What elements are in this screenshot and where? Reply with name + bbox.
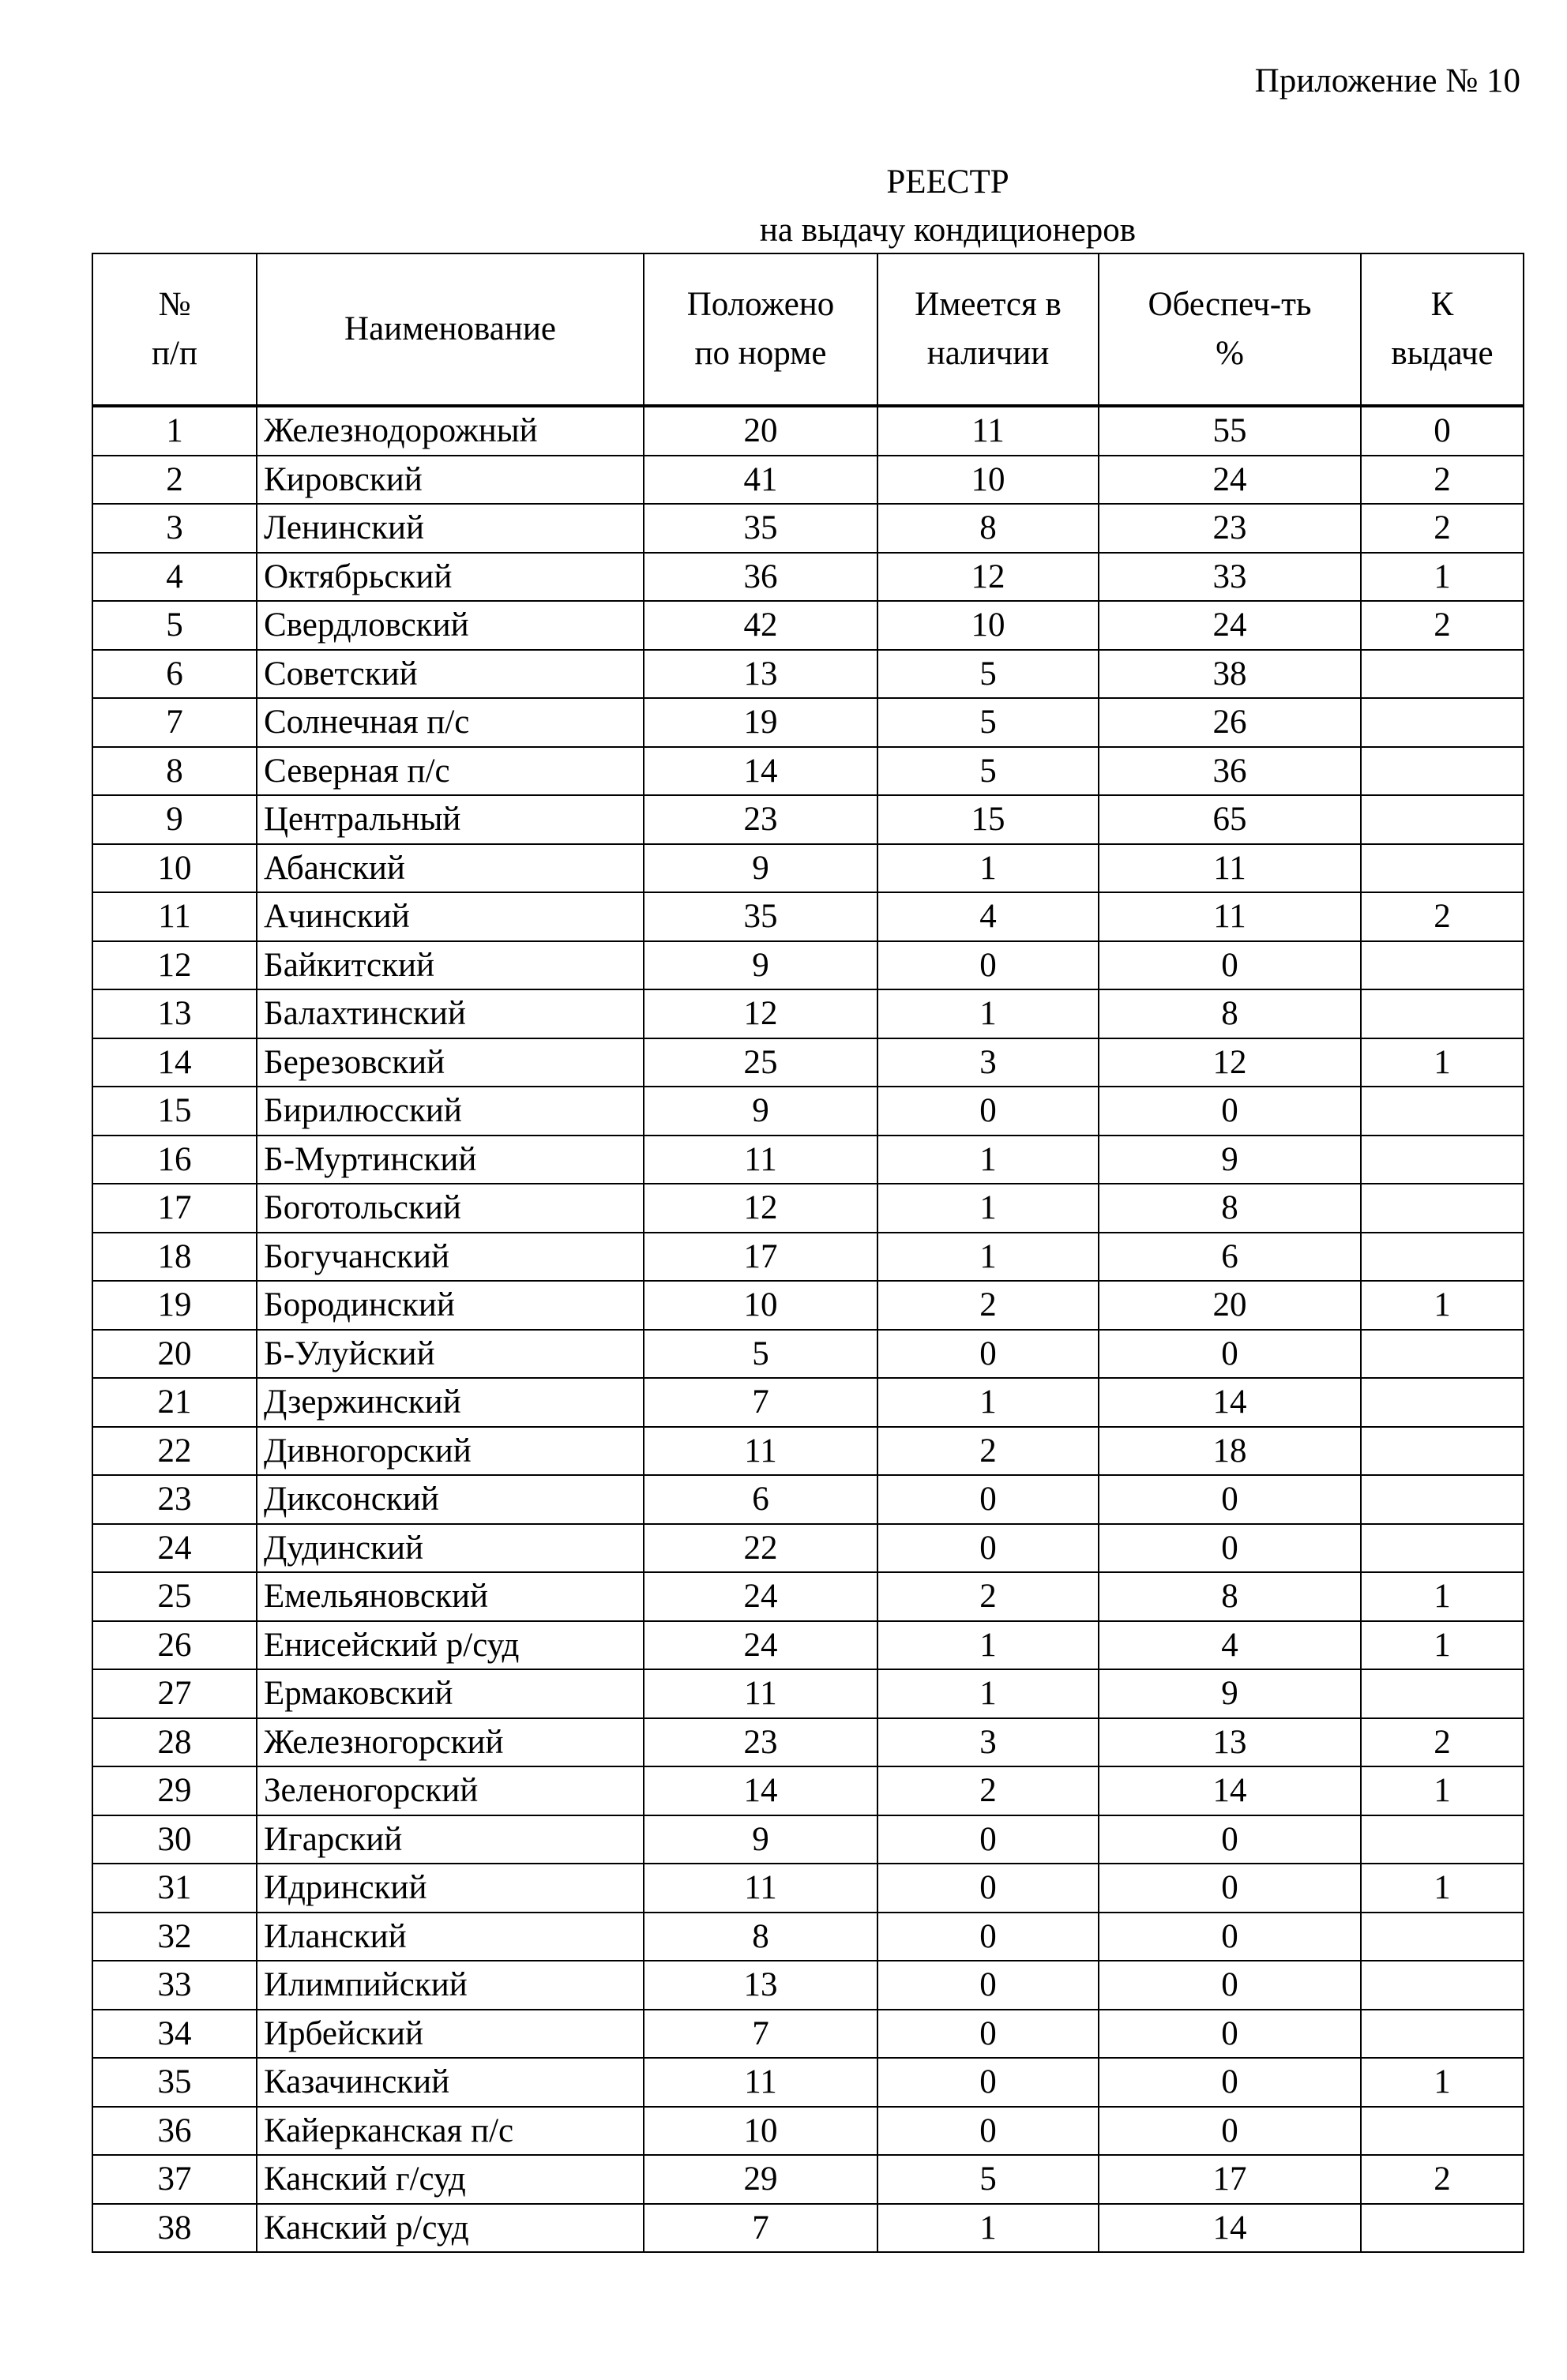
cell-number: 10 [92,844,257,893]
cell-to-issue: 2 [1361,1718,1524,1767]
cell-number: 14 [92,1038,257,1087]
cell-to-issue: 1 [1361,1621,1524,1670]
cell-norm: 8 [644,1913,877,1961]
header-provision-line-1: Обеспеч-ть [1148,286,1312,323]
cell-available: 5 [877,650,1099,699]
title-line-1: РЕЕСТР [886,163,1009,201]
cell-name: Свердловский [257,601,644,650]
cell-name: Кайерканская п/с [257,2107,644,2156]
cell-available: 2 [877,1427,1099,1476]
table-row [92,941,1524,990]
cell-name: Диксонский [257,1475,644,1524]
cell-name: Ермаковский [257,1669,644,1718]
cell-number: 11 [92,892,257,941]
cell-norm: 7 [644,1378,877,1427]
cell-to-issue [1361,1233,1524,1282]
header-to-issue-line-2: выдаче [1391,335,1494,372]
cell-provision: 4 [1099,1621,1361,1670]
cell-to-issue [1361,650,1524,699]
cell-number: 28 [92,1718,257,1767]
cell-number: 15 [92,1087,257,1136]
header-norm-line-1: Положено [686,286,835,323]
cell-norm: 12 [644,989,877,1038]
cell-to-issue: 0 [1361,406,1524,456]
cell-name: Кировский [257,456,644,505]
cell-provision: 9 [1099,1136,1361,1184]
cell-norm: 9 [644,941,877,990]
header-number [92,253,257,406]
table-row [92,2155,1524,2204]
cell-name: Центральный [257,795,644,844]
cell-provision: 8 [1099,989,1361,1038]
cell-norm: 24 [644,1572,877,1621]
cell-number: 27 [92,1669,257,1718]
cell-name: Советский [257,650,644,699]
header-name [257,253,644,406]
cell-norm: 41 [644,456,877,505]
cell-number: 32 [92,1913,257,1961]
cell-name: Ирбейский [257,2010,644,2059]
cell-provision: 0 [1099,1913,1361,1961]
cell-norm: 25 [644,1038,877,1087]
cell-norm: 9 [644,1087,877,1136]
cell-to-issue [1361,2010,1524,2059]
cell-number: 9 [92,795,257,844]
cell-provision: 12 [1099,1038,1361,1087]
cell-to-issue: 1 [1361,553,1524,602]
cell-available: 5 [877,698,1099,747]
cell-number: 30 [92,1815,257,1864]
table-row [92,650,1524,699]
cell-provision: 0 [1099,1475,1361,1524]
cell-number: 34 [92,2010,257,2059]
cell-norm: 10 [644,2107,877,2156]
cell-number: 4 [92,553,257,602]
cell-norm: 17 [644,1233,877,1282]
cell-number: 29 [92,1766,257,1815]
cell-to-issue: 1 [1361,2058,1524,2107]
cell-to-issue: 1 [1361,1038,1524,1087]
cell-number: 23 [92,1475,257,1524]
cell-provision: 23 [1099,504,1361,553]
cell-available: 0 [877,1961,1099,2010]
table-row [92,2010,1524,2059]
annex-label: Приложение № 10 [1254,62,1520,99]
cell-name: Абанский [257,844,644,893]
table-row [92,2204,1524,2253]
cell-name: Балахтинский [257,989,644,1038]
cell-available: 0 [877,1087,1099,1136]
table-row [92,1281,1524,1330]
cell-to-issue [1361,844,1524,893]
cell-name: Богучанский [257,1233,644,1282]
cell-available: 0 [877,2058,1099,2107]
table-row [92,2107,1524,2156]
cell-available: 5 [877,747,1099,796]
cell-norm: 23 [644,1718,877,1767]
cell-norm: 14 [644,1766,877,1815]
cell-provision: 6 [1099,1233,1361,1282]
cell-number: 20 [92,1330,257,1379]
cell-number: 1 [92,406,257,456]
cell-to-issue [1361,1378,1524,1427]
cell-name: Солнечная п/с [257,698,644,747]
cell-available: 12 [877,553,1099,602]
cell-to-issue [1361,1427,1524,1476]
table-row [92,747,1524,796]
cell-available: 2 [877,1281,1099,1330]
cell-number: 26 [92,1621,257,1670]
cell-provision: 33 [1099,553,1361,602]
cell-to-issue [1361,1184,1524,1233]
cell-norm: 6 [644,1475,877,1524]
cell-provision: 13 [1099,1718,1361,1767]
cell-to-issue [1361,1136,1524,1184]
cell-number: 22 [92,1427,257,1476]
cell-provision: 0 [1099,2010,1361,2059]
cell-to-issue: 1 [1361,1572,1524,1621]
cell-norm: 24 [644,1621,877,1670]
cell-to-issue [1361,1913,1524,1961]
cell-name: Идринский [257,1864,644,1913]
cell-to-issue: 1 [1361,1864,1524,1913]
cell-number: 19 [92,1281,257,1330]
table-header-row [92,253,1524,406]
cell-provision: 8 [1099,1184,1361,1233]
cell-name: Казачинский [257,2058,644,2107]
cell-norm: 36 [644,553,877,602]
cell-name: Северная п/с [257,747,644,796]
table-row [92,795,1524,844]
cell-name: Игарский [257,1815,644,1864]
cell-norm: 22 [644,1524,877,1573]
table-row [92,1524,1524,1573]
cell-available: 0 [877,1815,1099,1864]
cell-available: 0 [877,1913,1099,1961]
registry-table [92,253,1524,2253]
header-available-line-2: наличии [926,335,1050,372]
header-provision [1099,253,1361,406]
table-row [92,1621,1524,1670]
cell-norm: 35 [644,892,877,941]
cell-available: 10 [877,601,1099,650]
cell-norm: 13 [644,1961,877,2010]
cell-provision: 38 [1099,650,1361,699]
table-row [92,1233,1524,1282]
cell-name: Канский р/суд [257,2204,644,2253]
header-norm [644,253,877,406]
cell-provision: 0 [1099,1087,1361,1136]
cell-number: 17 [92,1184,257,1233]
cell-available: 4 [877,892,1099,941]
cell-available: 5 [877,2155,1099,2204]
cell-available: 1 [877,1136,1099,1184]
cell-number: 36 [92,2107,257,2156]
cell-available: 2 [877,1572,1099,1621]
cell-name: Ачинский [257,892,644,941]
table-row [92,698,1524,747]
cell-name: Октябрьский [257,553,644,602]
table-row [92,1378,1524,1427]
cell-number: 37 [92,2155,257,2204]
table-row [92,1087,1524,1136]
cell-to-issue [1361,1475,1524,1524]
cell-number: 18 [92,1233,257,1282]
cell-to-issue [1361,1087,1524,1136]
cell-number: 21 [92,1378,257,1427]
cell-to-issue [1361,2107,1524,2156]
cell-norm: 9 [644,1815,877,1864]
table-row [92,1427,1524,1476]
cell-norm: 12 [644,1184,877,1233]
cell-available: 10 [877,456,1099,505]
header-to-issue [1361,253,1524,406]
cell-available: 1 [877,844,1099,893]
cell-name: Зеленогорский [257,1766,644,1815]
cell-available: 0 [877,1475,1099,1524]
cell-norm: 11 [644,1864,877,1913]
cell-provision: 65 [1099,795,1361,844]
cell-norm: 20 [644,406,877,456]
cell-number: 8 [92,747,257,796]
cell-name: Дудинский [257,1524,644,1573]
cell-provision: 36 [1099,747,1361,796]
cell-to-issue: 2 [1361,892,1524,941]
table-row [92,989,1524,1038]
header-provision-line-2: % [1216,335,1244,372]
cell-name: Боготольский [257,1184,644,1233]
cell-norm: 10 [644,1281,877,1330]
cell-name: Канский г/суд [257,2155,644,2204]
table-row [92,1718,1524,1767]
table-row [92,1766,1524,1815]
cell-name: Енисейский р/суд [257,1621,644,1670]
cell-available: 3 [877,1718,1099,1767]
cell-available: 1 [877,1378,1099,1427]
header-number-line-1: № [158,286,191,323]
cell-to-issue [1361,989,1524,1038]
cell-norm: 13 [644,650,877,699]
cell-to-issue: 1 [1361,1281,1524,1330]
cell-available: 1 [877,2204,1099,2253]
cell-name: Березовский [257,1038,644,1087]
cell-to-issue [1361,795,1524,844]
table-row [92,553,1524,602]
cell-name: Железногорский [257,1718,644,1767]
cell-norm: 42 [644,601,877,650]
cell-available: 3 [877,1038,1099,1087]
cell-to-issue [1361,1815,1524,1864]
table-row [92,1330,1524,1379]
cell-provision: 11 [1099,844,1361,893]
cell-norm: 11 [644,1427,877,1476]
cell-number: 16 [92,1136,257,1184]
header-available-line-1: Имеется в [915,286,1062,323]
cell-available: 0 [877,2107,1099,2156]
cell-number: 2 [92,456,257,505]
table-row [92,1475,1524,1524]
cell-norm: 11 [644,2058,877,2107]
cell-norm: 35 [644,504,877,553]
cell-to-issue: 2 [1361,456,1524,505]
cell-provision: 24 [1099,456,1361,505]
table-row [92,2058,1524,2107]
cell-number: 6 [92,650,257,699]
table-row [92,504,1524,553]
cell-provision: 26 [1099,698,1361,747]
cell-name: Ленинский [257,504,644,553]
cell-to-issue [1361,2204,1524,2253]
cell-to-issue [1361,1669,1524,1718]
cell-provision: 0 [1099,1961,1361,2010]
table-row [92,1864,1524,1913]
table-row [92,1572,1524,1621]
cell-norm: 11 [644,1136,877,1184]
cell-number: 33 [92,1961,257,2010]
cell-number: 12 [92,941,257,990]
cell-available: 8 [877,504,1099,553]
header-available [877,253,1099,406]
cell-number: 35 [92,2058,257,2107]
cell-to-issue [1361,1524,1524,1573]
cell-norm: 11 [644,1669,877,1718]
cell-available: 0 [877,1330,1099,1379]
cell-number: 7 [92,698,257,747]
cell-provision: 14 [1099,1766,1361,1815]
cell-name: Бирилюсский [257,1087,644,1136]
cell-to-issue [1361,941,1524,990]
cell-number: 24 [92,1524,257,1573]
table-row [92,1913,1524,1961]
table-row [92,1038,1524,1087]
table-row [92,601,1524,650]
title-line-2: на выдачу кондиционеров [759,212,1137,249]
header-number-line-2: п/п [152,335,197,372]
cell-available: 0 [877,1524,1099,1573]
table-row [92,1669,1524,1718]
table-row [92,456,1524,505]
cell-number: 31 [92,1864,257,1913]
cell-available: 1 [877,1233,1099,1282]
cell-name: Байкитский [257,941,644,990]
cell-number: 38 [92,2204,257,2253]
cell-to-issue [1361,747,1524,796]
cell-to-issue [1361,1961,1524,2010]
cell-provision: 0 [1099,2058,1361,2107]
cell-norm: 19 [644,698,877,747]
cell-available: 0 [877,1864,1099,1913]
cell-name: Б-Улуйский [257,1330,644,1379]
cell-provision: 14 [1099,2204,1361,2253]
cell-name: Б-Муртинский [257,1136,644,1184]
cell-number: 3 [92,504,257,553]
cell-to-issue [1361,698,1524,747]
cell-to-issue: 2 [1361,601,1524,650]
cell-name: Илимпийский [257,1961,644,2010]
cell-provision: 55 [1099,406,1361,456]
table-row [92,406,1524,456]
table-row [92,1815,1524,1864]
cell-number: 5 [92,601,257,650]
cell-provision: 9 [1099,1669,1361,1718]
table-row [92,1184,1524,1233]
cell-name: Бородинский [257,1281,644,1330]
cell-available: 1 [877,1621,1099,1670]
cell-provision: 11 [1099,892,1361,941]
cell-number: 13 [92,989,257,1038]
cell-available: 1 [877,1184,1099,1233]
cell-to-issue: 1 [1361,1766,1524,1815]
header-norm-line-2: по норме [694,335,827,372]
cell-provision: 0 [1099,1815,1361,1864]
cell-provision: 0 [1099,1330,1361,1379]
cell-available: 15 [877,795,1099,844]
cell-available: 11 [877,406,1099,456]
cell-available: 2 [877,1766,1099,1815]
table-row [92,1961,1524,2010]
document-title [0,158,1567,254]
cell-norm: 7 [644,2204,877,2253]
table-row [92,892,1524,941]
cell-to-issue: 2 [1361,2155,1524,2204]
cell-provision: 17 [1099,2155,1361,2204]
cell-to-issue [1361,1330,1524,1379]
cell-available: 0 [877,2010,1099,2059]
cell-norm: 7 [644,2010,877,2059]
cell-name: Иланский [257,1913,644,1961]
header-to-issue-line-1: К [1430,286,1454,323]
cell-norm: 29 [644,2155,877,2204]
cell-to-issue: 2 [1361,504,1524,553]
cell-provision: 8 [1099,1572,1361,1621]
cell-provision: 0 [1099,1524,1361,1573]
cell-available: 0 [877,941,1099,990]
cell-provision: 20 [1099,1281,1361,1330]
cell-norm: 5 [644,1330,877,1379]
cell-number: 25 [92,1572,257,1621]
cell-provision: 0 [1099,1864,1361,1913]
cell-norm: 9 [644,844,877,893]
cell-provision: 24 [1099,601,1361,650]
cell-norm: 23 [644,795,877,844]
cell-provision: 14 [1099,1378,1361,1427]
cell-name: Емельяновский [257,1572,644,1621]
cell-available: 1 [877,1669,1099,1718]
cell-name: Железнодорожный [257,406,644,456]
cell-provision: 18 [1099,1427,1361,1476]
cell-name: Дзержинский [257,1378,644,1427]
cell-provision: 0 [1099,941,1361,990]
table-body [92,406,1524,2252]
table-row [92,844,1524,893]
cell-name: Дивногорский [257,1427,644,1476]
header-name-text: Наименование [344,310,556,347]
cell-norm: 14 [644,747,877,796]
cell-provision: 0 [1099,2107,1361,2156]
table-row [92,1136,1524,1184]
cell-available: 1 [877,989,1099,1038]
